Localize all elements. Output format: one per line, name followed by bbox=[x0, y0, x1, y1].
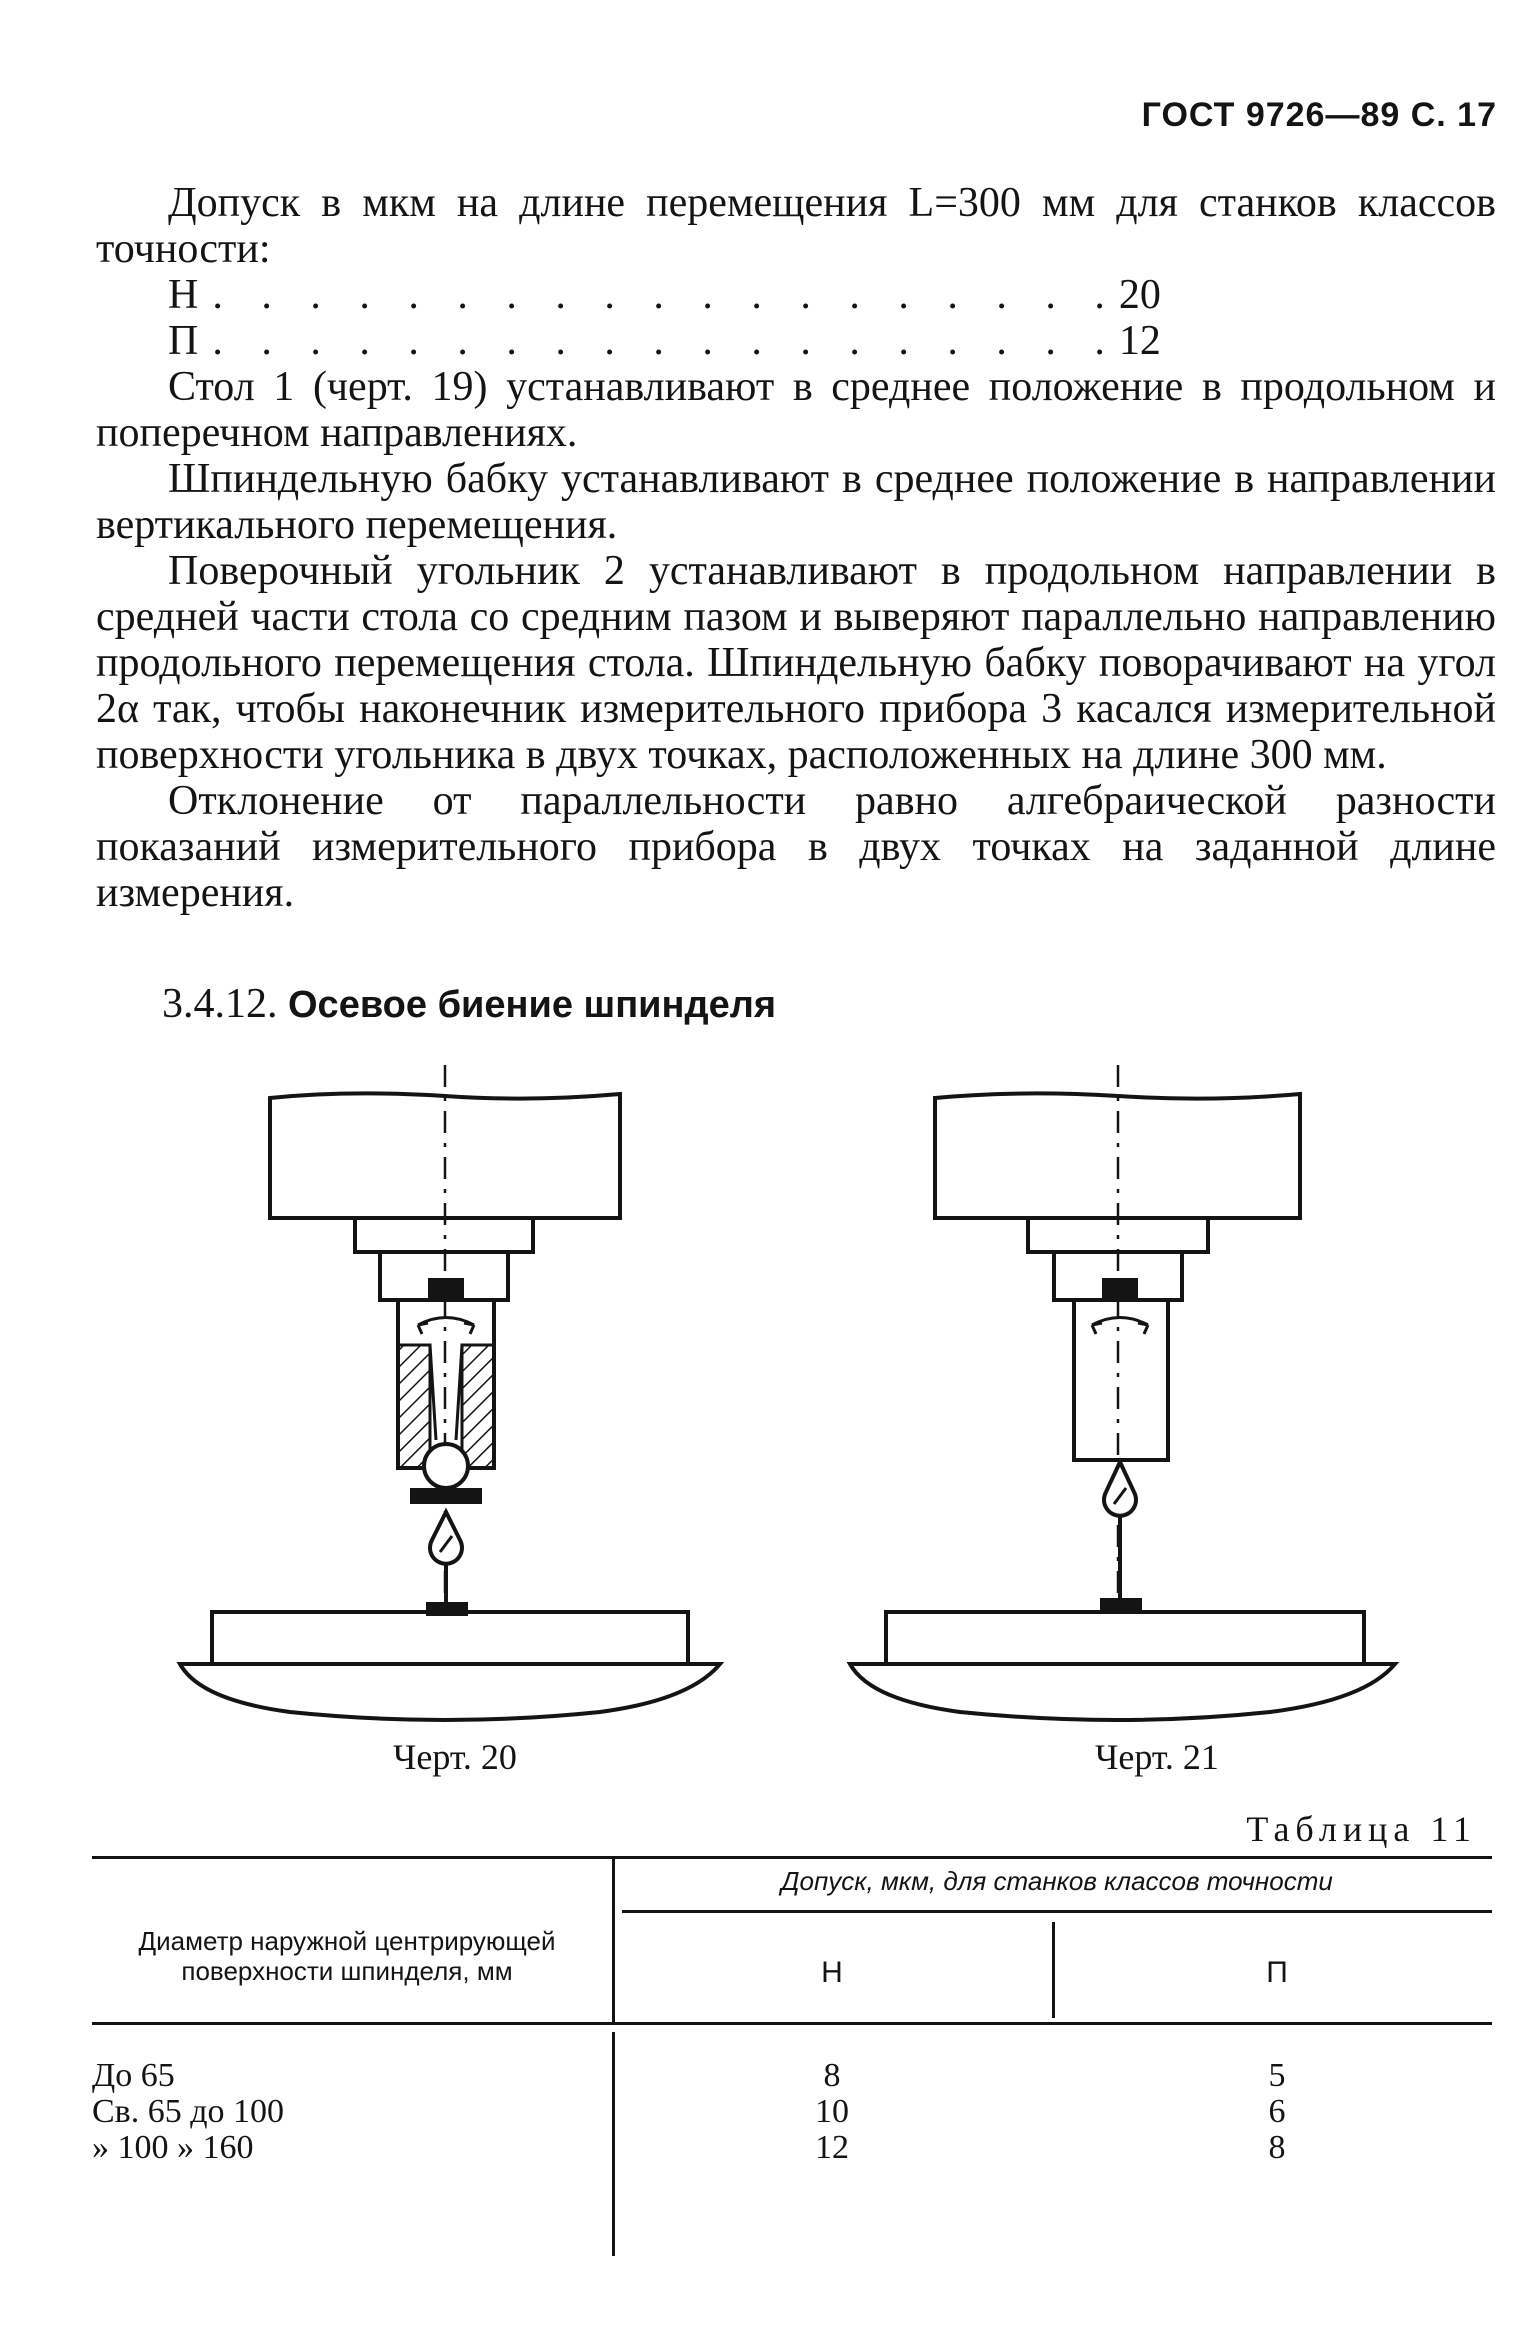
indicator-icon bbox=[430, 1512, 462, 1564]
tolerance-class: П bbox=[168, 318, 199, 364]
table-top-rule bbox=[92, 1856, 1492, 1859]
key bbox=[1104, 1280, 1136, 1300]
cell-h: 12 bbox=[815, 2129, 849, 2166]
table-divider bbox=[612, 1856, 615, 2024]
cell-h: 10 bbox=[815, 2093, 849, 2130]
section-heading: Осевое биение шпинделя bbox=[288, 984, 777, 1026]
table-row bbox=[92, 2094, 602, 2130]
cell-diameter: Св. 65 до 100 bbox=[92, 2093, 285, 2130]
cell-diameter: » 100 » 160 bbox=[92, 2129, 254, 2166]
paragraph-table-position: Стол 1 (черт. 19) устанавливают в среднее положение в продольном и поперечном направлениях. bbox=[96, 364, 1496, 456]
machine-table bbox=[212, 1612, 688, 1664]
paragraph-spindle-head: Шпиндельную бабку устанавливают в среднее положение в направлении вертикального перемещения. bbox=[96, 456, 1496, 548]
mandrel-wall-right bbox=[462, 1345, 494, 1468]
cell-p: 8 bbox=[1268, 2129, 1286, 2166]
ball bbox=[424, 1444, 468, 1488]
table-header-rule bbox=[92, 2022, 1492, 2025]
leader-dots: . . . . . . . . . . . . . . . . . . . bbox=[212, 318, 1119, 364]
figure-20 bbox=[180, 1065, 720, 1720]
machine-table bbox=[886, 1612, 1364, 1664]
table-base bbox=[180, 1664, 720, 1720]
indicator-icon bbox=[1104, 1462, 1136, 1516]
table-11 bbox=[92, 1856, 1492, 2256]
table-divider bbox=[612, 2032, 615, 2256]
page-header: ГОСТ 9726—89 С. 17 bbox=[1141, 96, 1497, 134]
table-label: Таблица 11 bbox=[1246, 1809, 1477, 1849]
column-header-diameter: Диаметр наружной центрирующей поверхности шпинделя, мм bbox=[138, 1926, 556, 1986]
leader-dots: . . . . . . . . . . . . . . . . . . . bbox=[212, 272, 1119, 318]
table-group-rule bbox=[622, 1910, 1492, 1913]
tolerance-value: 20 bbox=[1118, 272, 1161, 318]
mandrel-body bbox=[1074, 1300, 1168, 1460]
cell-diameter: До 65 bbox=[92, 2057, 175, 2094]
table-row bbox=[92, 2130, 602, 2166]
probe-tip bbox=[412, 1490, 480, 1502]
paragraph-tolerance-intro: Допуск в мкм на длине перемещения L=300 мм для станков классов точности: bbox=[96, 180, 1496, 272]
figure-21 bbox=[850, 1065, 1395, 1720]
tolerance-value: 12 bbox=[1118, 318, 1161, 364]
cell-p: 5 bbox=[1268, 2057, 1286, 2094]
tolerance-class: Н bbox=[168, 272, 199, 318]
cell-h: 8 bbox=[823, 2057, 841, 2094]
section-number: 3.4.12. bbox=[162, 981, 278, 1027]
paragraph-deviation: Отклонение от параллельности равно алгебраической разности показаний измерительного прибора в двух точках на заданной длине измерения. bbox=[96, 778, 1496, 916]
figure-20-caption: Черт. 20 bbox=[393, 1737, 517, 1777]
figure-21-caption: Черт. 21 bbox=[1095, 1737, 1219, 1777]
column-header-p: П bbox=[1266, 1956, 1288, 1989]
column-group-header: Допуск, мкм, для станков классов точности bbox=[781, 1866, 1333, 1896]
mandrel-wall-left bbox=[398, 1345, 430, 1468]
column-header-h: Н bbox=[821, 1956, 843, 1989]
key bbox=[430, 1280, 462, 1300]
table-row bbox=[92, 2058, 602, 2094]
cell-p: 6 bbox=[1268, 2093, 1286, 2130]
table-base bbox=[850, 1664, 1395, 1720]
table-divider bbox=[1052, 1922, 1055, 2018]
paragraph-square: Поверочный угольник 2 устанавливают в продольном направлении в средней части стола со средним пазом и выверяют параллельно направлению продольного перемещения стола. Шпиндельную бабку поворачивают на угол 2α так, чтобы наконечник измерительного прибора 3 касался измерительной поверхности угольника в двух точках, расположенных на длине 300 мм. bbox=[96, 548, 1496, 778]
